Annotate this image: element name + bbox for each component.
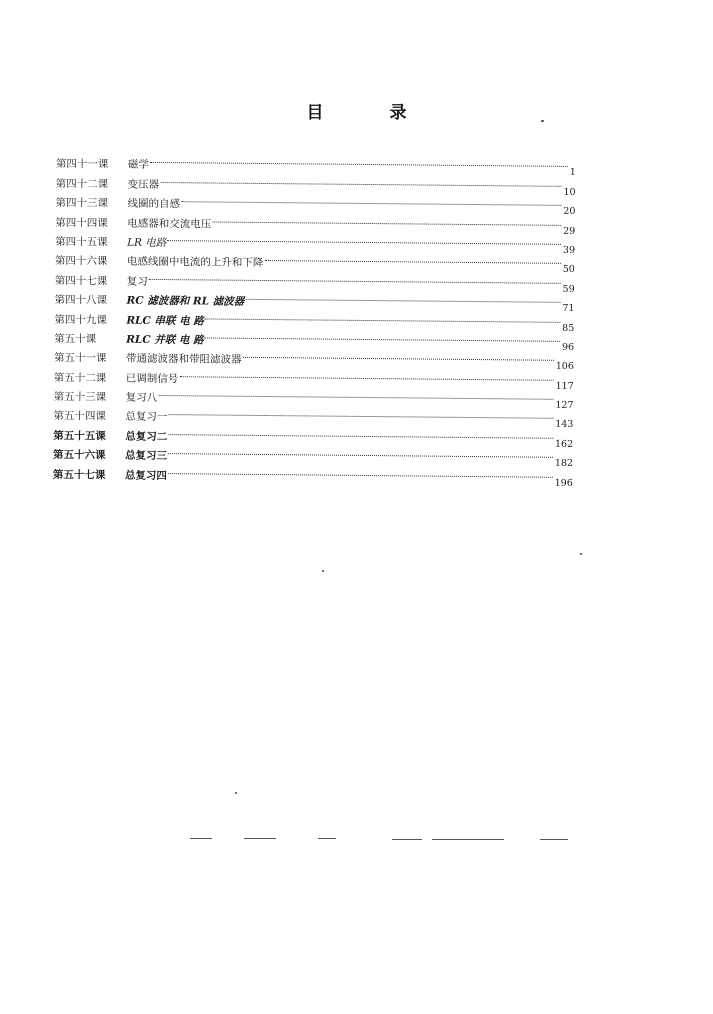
toc-lesson-number: 第四十三课 xyxy=(55,197,109,210)
scan-line-fragment xyxy=(318,838,336,839)
toc-lesson-title: 总复习二 xyxy=(125,430,168,443)
toc-page-number: 39 xyxy=(562,244,576,256)
toc-page-number: 182 xyxy=(554,458,574,470)
scan-speck xyxy=(541,120,544,122)
toc-lesson-number: 第五十课 xyxy=(54,332,97,346)
toc-lesson-title: 线圈的自感 xyxy=(127,197,181,211)
scan-line-fragment xyxy=(432,839,504,840)
toc-lesson-number: 第四十五课 xyxy=(55,235,108,249)
toc-lesson-number: 第四十七课 xyxy=(54,274,108,288)
toc-page-number: 20 xyxy=(563,206,576,218)
toc-page-number: 117 xyxy=(555,380,574,392)
toc-page-number: 59 xyxy=(562,283,575,295)
toc-dot-leader xyxy=(168,459,553,482)
toc-entry[interactable] xyxy=(55,148,576,179)
toc-page-number: 162 xyxy=(554,438,574,450)
toc-lesson-number: 第四十一课 xyxy=(55,158,109,171)
toc-dot-leader xyxy=(167,227,561,250)
toc-page-number: 29 xyxy=(563,225,576,237)
page-title: 目 录 xyxy=(306,103,437,123)
toc-lesson-number: 第四十四课 xyxy=(55,216,108,230)
toc-lesson-title: 变压器 xyxy=(127,178,160,191)
table-of-contents xyxy=(52,148,576,489)
toc-lesson-number: 第四十二课 xyxy=(55,177,109,191)
toc-lesson-title: 复习 xyxy=(126,275,148,288)
toc-page-number: 96 xyxy=(561,341,575,353)
toc-lesson-number: 第五十五课 xyxy=(53,429,106,443)
toc-page-number: 10 xyxy=(563,186,576,198)
toc-lesson-title: 总复习四 xyxy=(124,469,167,482)
toc-lesson-title: 电感器和交流电压 xyxy=(127,217,212,231)
scan-speck xyxy=(322,570,324,572)
toc-page-number: 50 xyxy=(562,264,575,276)
toc-lesson-title: RC 滤波器和 RL 滤波器 xyxy=(126,294,245,308)
toc-lesson-title: 复习八 xyxy=(125,391,158,405)
scan-line-fragment xyxy=(392,839,422,840)
toc-lesson-number: 第五十三课 xyxy=(53,391,107,404)
toc-lesson-title: RLC 并联 电 路 xyxy=(126,333,204,347)
toc-page-number: 85 xyxy=(562,322,575,334)
toc-lesson-title: RLC 串联 电 路 xyxy=(126,314,204,327)
toc-lesson-title: 总复习一 xyxy=(125,411,168,424)
toc-lesson-title: 磁学 xyxy=(127,159,149,172)
toc-lesson-number: 第四十六课 xyxy=(54,255,108,268)
toc-page-number: 127 xyxy=(555,399,574,412)
toc-lesson-title: 已调制信号 xyxy=(125,372,179,385)
scan-speck xyxy=(235,792,237,794)
toc-lesson-number: 第四十九课 xyxy=(54,313,107,327)
toc-page-number: 106 xyxy=(555,361,574,373)
toc-lesson-number: 第五十七课 xyxy=(52,468,106,482)
toc-page-number: 196 xyxy=(554,477,573,489)
scan-speck xyxy=(580,553,582,555)
toc-lesson-number: 第五十一课 xyxy=(53,352,107,365)
toc-lesson-number: 第四十八课 xyxy=(54,294,108,307)
toc-lesson-title: 总复习三 xyxy=(124,449,168,463)
scan-line-fragment xyxy=(244,838,276,839)
toc-page-number: 143 xyxy=(555,419,574,431)
toc-lesson-title: 电感线圈中电流的上升和下降 xyxy=(126,256,264,270)
toc-lesson-number: 第五十二课 xyxy=(53,371,107,385)
scan-line-fragment xyxy=(190,838,212,839)
toc-page-number: 1 xyxy=(569,167,576,179)
toc-lesson-number: 第五十四课 xyxy=(53,410,106,423)
scan-line-fragment xyxy=(540,839,568,840)
toc-page-number: 71 xyxy=(562,302,575,315)
toc-lesson-title: 带通滤波器和带阻滤波器 xyxy=(125,352,242,367)
toc-dot-leader xyxy=(149,265,561,288)
toc-lesson-number: 第五十六课 xyxy=(52,449,106,462)
toc-lesson-title: LR 电路 xyxy=(127,236,167,250)
